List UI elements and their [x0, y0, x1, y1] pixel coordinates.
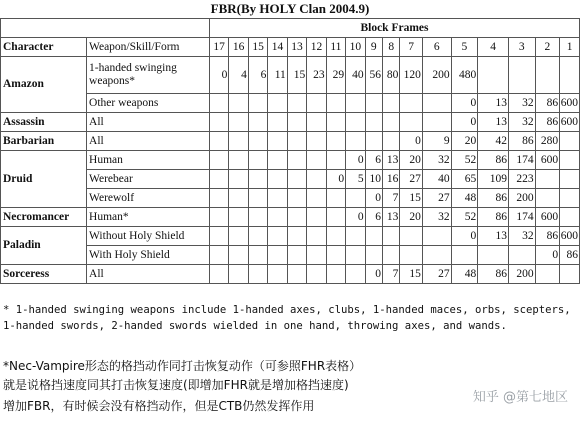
frame-column-header: 2: [535, 38, 560, 57]
frame-value-cell: [346, 189, 365, 208]
frame-value-cell: 86: [535, 227, 560, 246]
frame-value-cell: [451, 246, 478, 265]
weapon-cell: Werewolf: [87, 189, 210, 208]
frame-value-cell: 0: [209, 57, 228, 94]
weapon-cell: Human: [87, 151, 210, 170]
frame-column-header: 11: [326, 38, 345, 57]
frame-value-cell: 52: [451, 151, 478, 170]
frame-value-cell: 20: [400, 151, 423, 170]
frame-value-cell: [229, 113, 248, 132]
frame-value-cell: [346, 94, 365, 113]
frame-value-cell: 5: [346, 170, 365, 189]
frame-column-header: 13: [287, 38, 306, 57]
frame-value-cell: [422, 246, 451, 265]
frame-value-cell: [248, 132, 267, 151]
frame-value-cell: [382, 227, 399, 246]
table-row: [1, 151, 580, 170]
frame-value-cell: 80: [382, 57, 399, 94]
frame-value-cell: 27: [422, 189, 451, 208]
frame-value-cell: [209, 170, 228, 189]
frame-value-cell: [307, 113, 326, 132]
frame-value-cell: [365, 227, 382, 246]
frame-value-cell: [400, 94, 423, 113]
frame-column-header: 16: [229, 38, 248, 57]
frame-value-cell: [307, 151, 326, 170]
frame-value-cell: [209, 132, 228, 151]
frame-value-cell: [209, 189, 228, 208]
table-row: [1, 113, 580, 132]
frame-value-cell: 600: [535, 208, 560, 227]
frame-value-cell: [287, 132, 306, 151]
header-blank: [1, 19, 210, 38]
frame-value-cell: 48: [451, 189, 478, 208]
frame-value-cell: 56: [365, 57, 382, 94]
frame-value-cell: [326, 189, 345, 208]
frame-value-cell: [248, 113, 267, 132]
frame-value-cell: 13: [382, 151, 399, 170]
weapon-cell: Without Holy Shield: [87, 227, 210, 246]
frame-value-cell: [287, 113, 306, 132]
note-line-1: *Nec-Vampire形态的格挡动作同打击恢复动作（可参照FHR表格）: [3, 359, 362, 373]
frame-value-cell: 13: [478, 227, 509, 246]
frame-value-cell: [287, 94, 306, 113]
frame-value-cell: 40: [422, 170, 451, 189]
frame-value-cell: 13: [478, 113, 509, 132]
frame-value-cell: [268, 246, 287, 265]
character-cell: Sorceress: [1, 265, 87, 284]
frame-value-cell: 32: [508, 113, 535, 132]
watermark: 知乎 @第七地区: [472, 390, 568, 405]
frame-value-cell: [535, 265, 560, 284]
frame-column-header: 15: [248, 38, 267, 57]
character-cell: Amazon: [1, 57, 87, 113]
frame-value-cell: [268, 170, 287, 189]
frame-value-cell: 0: [365, 265, 382, 284]
frame-value-cell: 48: [451, 265, 478, 284]
frame-value-cell: 40: [346, 57, 365, 94]
frame-value-cell: [346, 227, 365, 246]
frame-value-cell: [307, 246, 326, 265]
note-line-3: 增加FBR，有时候会没有格挡动作，但是CTB仍然发挥作用: [3, 399, 315, 413]
frame-value-cell: [365, 246, 382, 265]
weapon-cell: All: [87, 265, 210, 284]
frame-value-cell: [326, 246, 345, 265]
frame-value-cell: [307, 170, 326, 189]
frame-value-cell: [560, 57, 580, 94]
frame-value-cell: [307, 132, 326, 151]
frame-value-cell: 109: [478, 170, 509, 189]
frame-value-cell: [307, 94, 326, 113]
frame-value-cell: [268, 189, 287, 208]
frame-value-cell: [248, 170, 267, 189]
weapon-cell: Werebear: [87, 170, 210, 189]
table-row: [1, 227, 580, 246]
frame-value-cell: [560, 208, 580, 227]
frame-value-cell: 0: [535, 246, 560, 265]
frame-value-cell: [229, 189, 248, 208]
frame-column-header: 8: [382, 38, 399, 57]
fbr-table: [0, 18, 580, 284]
frame-value-cell: [346, 132, 365, 151]
frame-value-cell: 16: [382, 170, 399, 189]
frame-value-cell: [229, 265, 248, 284]
frame-value-cell: [248, 94, 267, 113]
frame-value-cell: 86: [508, 132, 535, 151]
frame-value-cell: 600: [560, 113, 580, 132]
frame-value-cell: [326, 227, 345, 246]
table-row: [1, 170, 580, 189]
weapon-cell: 1-handed swinging weapons*: [87, 57, 210, 94]
frame-value-cell: 23: [307, 57, 326, 94]
frame-value-cell: [268, 113, 287, 132]
frame-value-cell: 200: [422, 57, 451, 94]
frame-value-cell: 600: [560, 94, 580, 113]
frame-value-cell: 65: [451, 170, 478, 189]
frame-value-cell: [382, 132, 399, 151]
frame-column-header: 3: [508, 38, 535, 57]
frame-value-cell: [287, 265, 306, 284]
frame-value-cell: [400, 113, 423, 132]
frame-value-cell: [287, 189, 306, 208]
footnote-text: * 1-handed swinging weapons include 1-handed axes, clubs, 1-handed maces, orbs, scepters, 1-handed swords, 2-handed swords wielded in one hand, throwing axes, and wands.: [3, 304, 571, 332]
frame-value-cell: 20: [400, 208, 423, 227]
frame-value-cell: 86: [535, 94, 560, 113]
frame-value-cell: 6: [248, 57, 267, 94]
frame-value-cell: 10: [365, 170, 382, 189]
frame-value-cell: [287, 170, 306, 189]
frame-value-cell: 27: [400, 170, 423, 189]
frame-value-cell: [268, 265, 287, 284]
weapon-cell: All: [87, 132, 210, 151]
frame-value-cell: 32: [508, 94, 535, 113]
frame-value-cell: [268, 94, 287, 113]
frame-value-cell: [209, 265, 228, 284]
character-cell: Paladin: [1, 227, 87, 265]
frame-value-cell: 15: [400, 265, 423, 284]
note-line-2: 就是说格挡速度同其打击恢复速度(即增加FHR就是增加格挡速度): [3, 378, 349, 392]
frame-value-cell: [307, 265, 326, 284]
frame-value-cell: 0: [326, 170, 345, 189]
frame-value-cell: [365, 94, 382, 113]
frame-value-cell: 32: [508, 227, 535, 246]
frame-value-cell: [326, 132, 345, 151]
frame-value-cell: [248, 208, 267, 227]
frame-value-cell: 0: [451, 227, 478, 246]
weapon-cell: Human*: [87, 208, 210, 227]
frame-column-header: 10: [346, 38, 365, 57]
frame-value-cell: [287, 227, 306, 246]
header-row-top: [1, 19, 580, 38]
frame-value-cell: [508, 57, 535, 94]
table-row: [1, 208, 580, 227]
frame-value-cell: [422, 113, 451, 132]
weapon-column-header: Weapon/Skill/Form: [87, 38, 210, 57]
frame-value-cell: [248, 189, 267, 208]
frame-value-cell: [365, 113, 382, 132]
frame-value-cell: [326, 208, 345, 227]
character-cell: Necromancer: [1, 208, 87, 227]
frame-value-cell: 280: [535, 132, 560, 151]
frame-value-cell: 86: [478, 151, 509, 170]
frame-value-cell: [209, 113, 228, 132]
header-row: [1, 38, 580, 57]
frame-value-cell: 0: [451, 94, 478, 113]
frame-value-cell: 86: [478, 189, 509, 208]
frame-value-cell: 174: [508, 151, 535, 170]
weapon-cell: All: [87, 113, 210, 132]
frame-value-cell: 29: [326, 57, 345, 94]
frame-column-header: 4: [478, 38, 509, 57]
frame-value-cell: 0: [400, 132, 423, 151]
frame-value-cell: [422, 227, 451, 246]
frame-value-cell: [400, 246, 423, 265]
frame-value-cell: 86: [535, 113, 560, 132]
frame-value-cell: [229, 227, 248, 246]
frame-value-cell: 0: [365, 189, 382, 208]
frame-value-cell: [560, 170, 580, 189]
frame-value-cell: [535, 170, 560, 189]
frame-value-cell: 15: [400, 189, 423, 208]
frame-value-cell: 6: [365, 208, 382, 227]
frame-value-cell: [346, 265, 365, 284]
frame-value-cell: [229, 170, 248, 189]
table-row: [1, 246, 580, 265]
frame-value-cell: 600: [560, 227, 580, 246]
frame-value-cell: 9: [422, 132, 451, 151]
table-row: [1, 265, 580, 284]
frame-value-cell: [268, 208, 287, 227]
frame-value-cell: 42: [478, 132, 509, 151]
frame-value-cell: [229, 246, 248, 265]
frame-value-cell: [560, 189, 580, 208]
frame-value-cell: [382, 94, 399, 113]
frame-column-header: 12: [307, 38, 326, 57]
frame-value-cell: [400, 227, 423, 246]
frame-value-cell: 20: [451, 132, 478, 151]
character-cell: Assassin: [1, 113, 87, 132]
frame-value-cell: [560, 151, 580, 170]
frame-column-header: 1: [560, 38, 580, 57]
frame-value-cell: 0: [451, 113, 478, 132]
table-row: [1, 94, 580, 113]
table-row: [1, 132, 580, 151]
frame-value-cell: [268, 151, 287, 170]
character-cell: Barbarian: [1, 132, 87, 151]
frame-value-cell: [346, 246, 365, 265]
character-cell: Druid: [1, 151, 87, 208]
frame-column-header: 7: [400, 38, 423, 57]
frame-value-cell: [326, 151, 345, 170]
frame-value-cell: 4: [229, 57, 248, 94]
frame-value-cell: 32: [422, 151, 451, 170]
frame-value-cell: [307, 189, 326, 208]
frame-value-cell: [287, 246, 306, 265]
frame-value-cell: [229, 151, 248, 170]
frame-value-cell: [287, 208, 306, 227]
frame-column-header: 5: [451, 38, 478, 57]
frame-value-cell: [268, 132, 287, 151]
frame-value-cell: [229, 132, 248, 151]
frame-value-cell: [209, 94, 228, 113]
frame-value-cell: [326, 265, 345, 284]
frame-value-cell: 480: [451, 57, 478, 94]
block-frames-header: Block Frames: [209, 19, 579, 38]
character-column-header: Character: [1, 38, 87, 57]
frame-value-cell: [229, 94, 248, 113]
frame-value-cell: 13: [382, 208, 399, 227]
frame-value-cell: [478, 246, 509, 265]
frame-value-cell: 86: [478, 208, 509, 227]
frame-value-cell: 27: [422, 265, 451, 284]
frame-value-cell: [209, 208, 228, 227]
frame-value-cell: [209, 246, 228, 265]
frame-value-cell: 15: [287, 57, 306, 94]
frame-value-cell: [508, 246, 535, 265]
weapon-cell: Other weapons: [87, 94, 210, 113]
frame-value-cell: [478, 57, 509, 94]
frame-value-cell: 32: [422, 208, 451, 227]
frame-value-cell: 86: [560, 246, 580, 265]
frame-column-header: 9: [365, 38, 382, 57]
frame-value-cell: 600: [535, 151, 560, 170]
frame-value-cell: [209, 151, 228, 170]
frame-value-cell: 200: [508, 189, 535, 208]
frame-value-cell: [287, 151, 306, 170]
table-row: [1, 189, 580, 208]
frame-value-cell: [382, 113, 399, 132]
frame-value-cell: [346, 113, 365, 132]
frame-value-cell: [229, 208, 248, 227]
frame-value-cell: 223: [508, 170, 535, 189]
frame-value-cell: [535, 57, 560, 94]
weapon-cell: With Holy Shield: [87, 246, 210, 265]
frame-value-cell: 7: [382, 265, 399, 284]
frame-value-cell: 6: [365, 151, 382, 170]
frame-value-cell: [248, 246, 267, 265]
frame-value-cell: 0: [346, 151, 365, 170]
frame-value-cell: [326, 94, 345, 113]
frame-value-cell: 174: [508, 208, 535, 227]
frame-value-cell: [248, 227, 267, 246]
frame-column-header: 14: [268, 38, 287, 57]
frame-value-cell: [560, 265, 580, 284]
table-title: FBR(By HOLY Clan 2004.9): [210, 1, 370, 16]
frame-value-cell: [535, 189, 560, 208]
table-row: [1, 57, 580, 94]
frame-value-cell: [268, 227, 287, 246]
frame-value-cell: [307, 227, 326, 246]
frame-value-cell: [307, 208, 326, 227]
frame-value-cell: 52: [451, 208, 478, 227]
frame-value-cell: 7: [382, 189, 399, 208]
frame-value-cell: 11: [268, 57, 287, 94]
frame-value-cell: [382, 246, 399, 265]
frame-value-cell: [248, 151, 267, 170]
frame-value-cell: [422, 94, 451, 113]
frame-column-header: 17: [209, 38, 228, 57]
frame-value-cell: [560, 132, 580, 151]
frame-value-cell: 200: [508, 265, 535, 284]
frame-column-header: 6: [422, 38, 451, 57]
frame-value-cell: [209, 227, 228, 246]
frame-value-cell: [365, 132, 382, 151]
frame-value-cell: [326, 113, 345, 132]
frame-value-cell: 86: [478, 265, 509, 284]
frame-value-cell: 13: [478, 94, 509, 113]
frame-value-cell: 120: [400, 57, 423, 94]
frame-value-cell: [248, 265, 267, 284]
frame-value-cell: 0: [346, 208, 365, 227]
